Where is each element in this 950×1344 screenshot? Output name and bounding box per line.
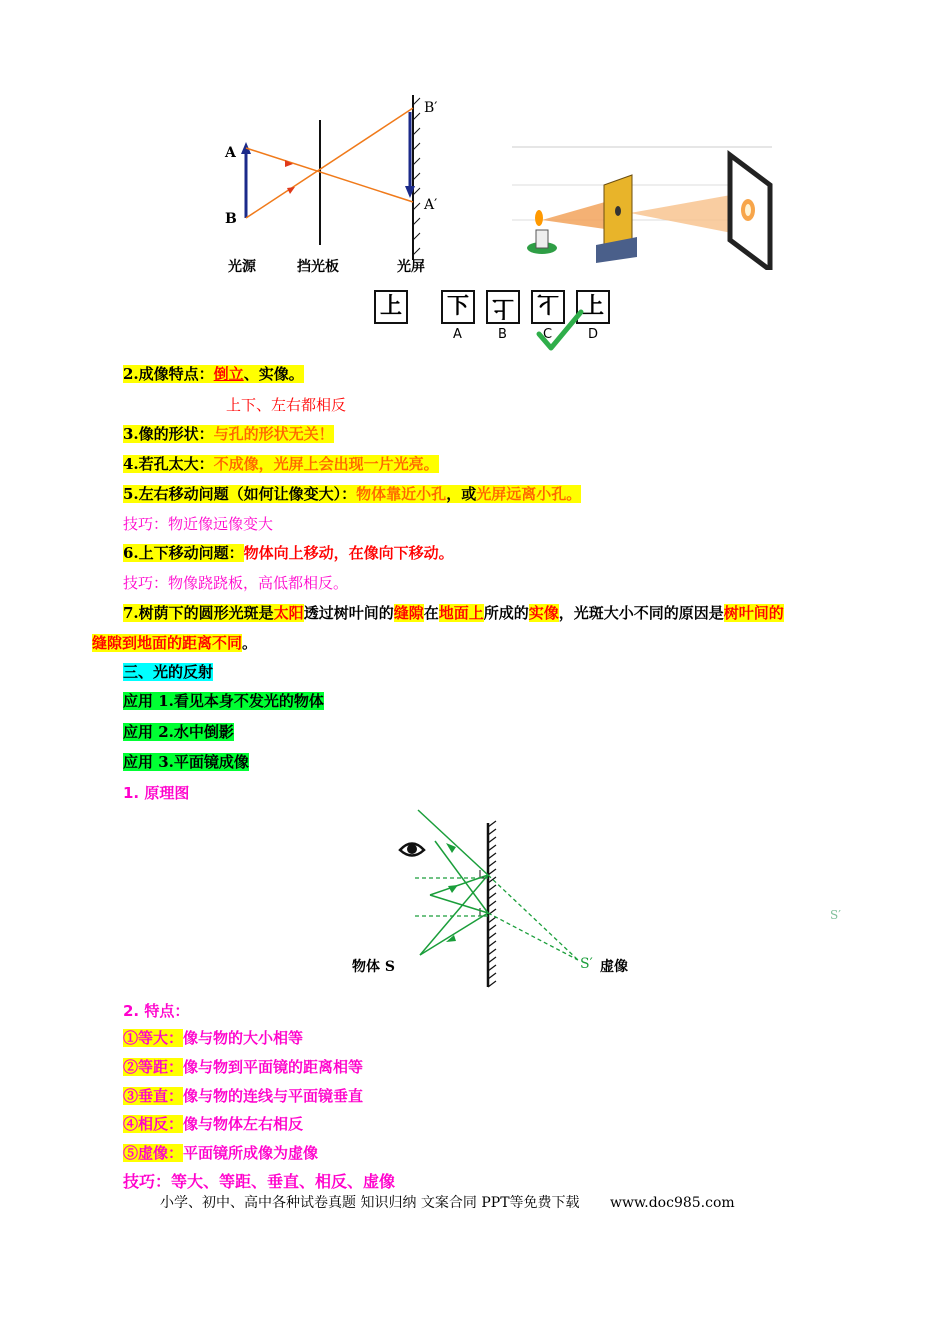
footer bbox=[160, 1192, 735, 1212]
label-image-s-prime: S′ bbox=[580, 956, 593, 972]
feature-4 bbox=[123, 1114, 303, 1134]
feature-4-val: 像与物体左右相反 bbox=[183, 1115, 304, 1133]
tip-2: 技巧：物像跷跷板，高低都相反。 bbox=[123, 574, 349, 592]
l5-mid: ，或 bbox=[446, 485, 477, 503]
line-2-image-features bbox=[123, 364, 304, 384]
app2-text: 应用 2.水中倒影 bbox=[123, 723, 234, 741]
feature-5-key: ⑤虚像： bbox=[123, 1144, 184, 1162]
label-screen: 光屏 bbox=[397, 259, 425, 275]
l3-value: 与孔的形状无关！ bbox=[213, 425, 334, 443]
l7-f: 地面上 bbox=[438, 604, 484, 622]
l6-value: 物体向上移动，在像向下移动。 bbox=[243, 544, 454, 562]
original-char-box bbox=[374, 290, 408, 324]
application-1 bbox=[123, 691, 324, 711]
option-b-char: 上 bbox=[492, 295, 515, 320]
feature-2-key: ②等距： bbox=[123, 1058, 184, 1076]
l4-prefix: 4.若孔太大： bbox=[123, 455, 214, 473]
application-3 bbox=[123, 752, 249, 772]
pinhole-diagram bbox=[215, 90, 455, 280]
feature-1-val: 像与物的大小相等 bbox=[183, 1029, 304, 1047]
l7-d: 缝隙 bbox=[393, 604, 424, 622]
label-board: 挡光板 bbox=[297, 259, 339, 275]
l6-prefix: 6.上下移动问题： bbox=[123, 544, 244, 562]
footer-text: 小学、初中、高中各种试卷真题 知识归纳 文案合同 PPT等免费下载 bbox=[160, 1195, 580, 1211]
feature-1-key: ①等大： bbox=[123, 1029, 184, 1047]
line-2-note: 上下、左右都相反 bbox=[226, 396, 347, 414]
option-b-box bbox=[486, 290, 520, 324]
line-7-sun-spot bbox=[123, 603, 784, 623]
option-c-letter: C bbox=[543, 327, 553, 342]
stray-s-prime: S′ bbox=[830, 908, 841, 922]
feature-3-val: 像与物的连线与平面镜垂直 bbox=[183, 1087, 364, 1105]
label-object-s: 物体 S bbox=[352, 959, 395, 975]
section-3-title bbox=[123, 662, 213, 682]
option-c-char: 下 bbox=[537, 294, 560, 319]
label-b: B bbox=[225, 211, 237, 227]
l7-i: ，光斑大小不同的原因是 bbox=[558, 604, 724, 622]
feature-3 bbox=[123, 1086, 363, 1106]
l4-value: 不成像，光屏上会出现一片光亮。 bbox=[213, 455, 439, 473]
line-7-continued bbox=[92, 633, 257, 653]
l5-prefix: 5.左右移动问题（如何让像变大）： bbox=[123, 485, 357, 503]
tip-1: 技巧：物近像远像变大 bbox=[123, 515, 274, 533]
label-a: A bbox=[225, 145, 236, 161]
app3-text: 应用 3.平面镜成像 bbox=[123, 753, 249, 771]
features-tip: 技巧：等大、等距、垂直、相反、虚像 bbox=[123, 1172, 396, 1191]
l5-value1: 物体靠近小孔 bbox=[356, 485, 447, 503]
sec3-text: 三、光的反射 bbox=[123, 663, 214, 681]
feature-5-val: 平面镜所成像为虚像 bbox=[183, 1144, 319, 1162]
option-a-char: 下 bbox=[446, 294, 469, 319]
l7-j: 树叶间的 bbox=[723, 604, 784, 622]
l7-a: 7.树荫下的圆形光斑是 bbox=[123, 604, 274, 622]
l2-prefix: 2.成像特点： bbox=[123, 365, 214, 383]
l7-k: 缝隙到地面的距离不同 bbox=[92, 634, 243, 652]
l7-g: 所成的 bbox=[483, 604, 529, 622]
features-title: 2. 特点： bbox=[123, 1002, 190, 1020]
l7-l: 。 bbox=[242, 634, 258, 652]
feature-5 bbox=[123, 1143, 318, 1163]
eye-icon bbox=[400, 844, 424, 856]
principle-title: 1. 原理图 bbox=[123, 784, 190, 802]
feature-4-key: ④相反： bbox=[123, 1115, 184, 1133]
line-3-shape bbox=[123, 424, 334, 444]
candle-pinhole-illustration bbox=[512, 145, 774, 270]
l5-value2: 光屏远离小孔。 bbox=[476, 485, 582, 503]
line-4-large-hole bbox=[123, 454, 439, 474]
line-5-horizontal-move bbox=[123, 484, 581, 504]
label-virtual-image: 虚像 bbox=[600, 959, 628, 975]
plane-mirror-diagram bbox=[390, 805, 610, 995]
original-char: 上 bbox=[379, 294, 402, 319]
line-6-vertical-move bbox=[123, 543, 454, 563]
feature-3-key: ③垂直： bbox=[123, 1087, 184, 1105]
footer-url[interactable]: www.doc985.com bbox=[609, 1195, 735, 1211]
application-2 bbox=[123, 722, 234, 742]
option-d-letter: D bbox=[588, 327, 599, 342]
label-a-prime: A′ bbox=[424, 197, 438, 213]
feature-2 bbox=[123, 1057, 363, 1077]
l7-c: 透过树叶间的 bbox=[303, 604, 394, 622]
label-light-source: 光源 bbox=[228, 259, 256, 275]
l2-rest: 、实像。 bbox=[243, 365, 304, 383]
feature-2-val: 像与物到平面镜的距离相等 bbox=[183, 1058, 364, 1076]
option-a-letter: A bbox=[453, 327, 462, 342]
option-a-box bbox=[441, 290, 475, 324]
l7-e: 在 bbox=[423, 604, 439, 622]
l7-b: 太阳 bbox=[273, 604, 304, 622]
app1-text: 应用 1.看见本身不发光的物体 bbox=[123, 692, 324, 710]
l2-inverted: 倒立 bbox=[213, 365, 244, 383]
option-b-letter: B bbox=[498, 327, 507, 342]
checkmark-icon bbox=[535, 308, 585, 353]
l7-h: 实像 bbox=[528, 604, 559, 622]
option-d-char: 上 bbox=[581, 294, 604, 319]
label-b-prime: B′ bbox=[424, 100, 438, 116]
feature-1 bbox=[123, 1028, 303, 1048]
l3-prefix: 3.像的形状： bbox=[123, 425, 214, 443]
